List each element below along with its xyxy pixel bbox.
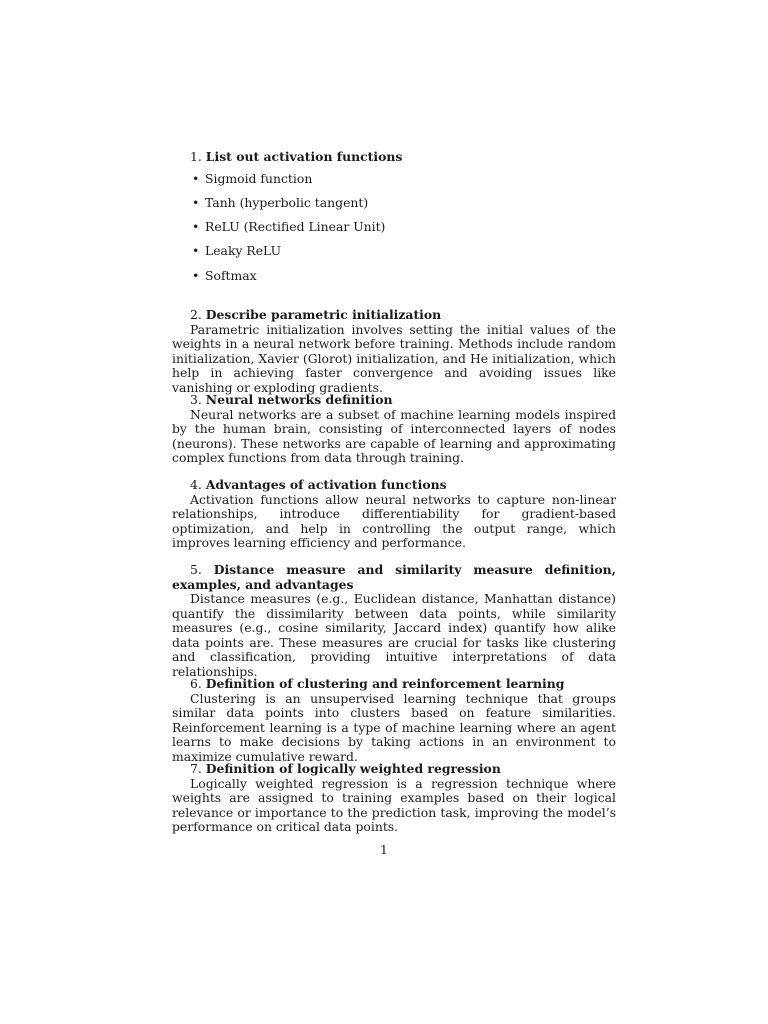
list-item — [172, 196, 616, 220]
section-number: 3. — [190, 392, 202, 407]
section-3 — [172, 393, 616, 466]
section-2 — [172, 308, 616, 395]
list-item-text: ReLU (Rectified Linear Unit) — [205, 219, 386, 235]
bullet-icon: • — [192, 170, 200, 186]
section-1 — [172, 150, 616, 293]
section-heading — [172, 478, 616, 493]
section-title: Describe parametric initialization — [205, 307, 442, 322]
section-title: Neural networks definition — [205, 392, 393, 407]
section-title: Advantages of activation functions — [205, 477, 447, 492]
section-number: 5. — [190, 562, 202, 577]
page-number: 1 — [380, 842, 388, 857]
bullet-icon: • — [192, 194, 200, 210]
list-item — [172, 220, 616, 244]
bullet-icon: • — [192, 243, 200, 259]
section-number: 7. — [190, 761, 202, 776]
section-heading — [172, 563, 616, 592]
list-item-text: Sigmoid function — [205, 170, 313, 186]
bullet-icon: • — [192, 267, 200, 283]
section-title: Distance measure and similarity measure definition, examples, and advantages — [172, 562, 616, 592]
section-body: Logically weighted regression is a regression technique where weights are assigned to training examples based on their logical relevance or importance to the prediction task, improving the model’s performance on critical data points. — [172, 775, 616, 834]
section-heading — [172, 677, 616, 692]
bullet-icon: • — [192, 219, 200, 235]
list-item-text: Tanh (hyperbolic tangent) — [205, 194, 369, 210]
section-number: 6. — [190, 676, 202, 691]
section-4 — [172, 478, 616, 551]
section-body: Distance measures (e.g., Euclidean distance, Manhattan distance) quantify the dissimilarity between data points, while similarity measures (e.g., cosine similarity, Jaccard index) quantify how alike data points are. These measures are crucial for tasks like clustering and classification, providing intuitive interpretations of data relationships. — [172, 591, 616, 679]
section-body: Neural networks are a subset of machine learning models inspired by the human brain, consisting of interconnected layers of nodes (neurons). These networks are capable of learning and approximating complex functions from data through training. — [172, 406, 616, 465]
list-item-text: Softmax — [205, 267, 257, 283]
section-title: Definition of logically weighted regression — [205, 761, 501, 776]
list-item — [172, 172, 616, 196]
section-title: Definition of clustering and reinforcement learning — [205, 676, 565, 691]
section-title: List out activation functions — [205, 149, 403, 164]
section-5 — [172, 563, 616, 679]
list-item — [172, 269, 616, 293]
section-heading — [172, 308, 616, 323]
section-6 — [172, 677, 616, 764]
section-number: 1. — [190, 149, 202, 164]
section-body: Parametric initialization involves setting the initial values of the weights in a neural network before training. Methods include random initialization, Xavier (Glorot) initialization, and He initialization, which help in achieving faster convergence and avoiding issues like vanishing or exploding gradients. — [172, 321, 616, 395]
list-item — [172, 244, 616, 268]
section-heading — [172, 762, 616, 777]
section-number: 4. — [190, 477, 202, 492]
section-body: Activation functions allow neural networks to capture non-linear relationships, introduce differentiability for gradient-based optimization, and help in controlling the output range, which improves learning efficiency and performance. — [172, 491, 616, 550]
list-item-text: Leaky ReLU — [205, 243, 282, 259]
section-7 — [172, 762, 616, 835]
section-body: Clustering is an unsupervised learning technique that groups similar data points into clusters based on feature similarities. Reinforcement learning is a type of machine learning where an agent learns to make decisions by taking actions in an environment to maximize cumulative reward. — [172, 690, 616, 764]
bullet-list — [172, 172, 616, 293]
section-number: 2. — [190, 307, 202, 322]
section-heading — [172, 393, 616, 408]
section-heading — [172, 150, 616, 165]
